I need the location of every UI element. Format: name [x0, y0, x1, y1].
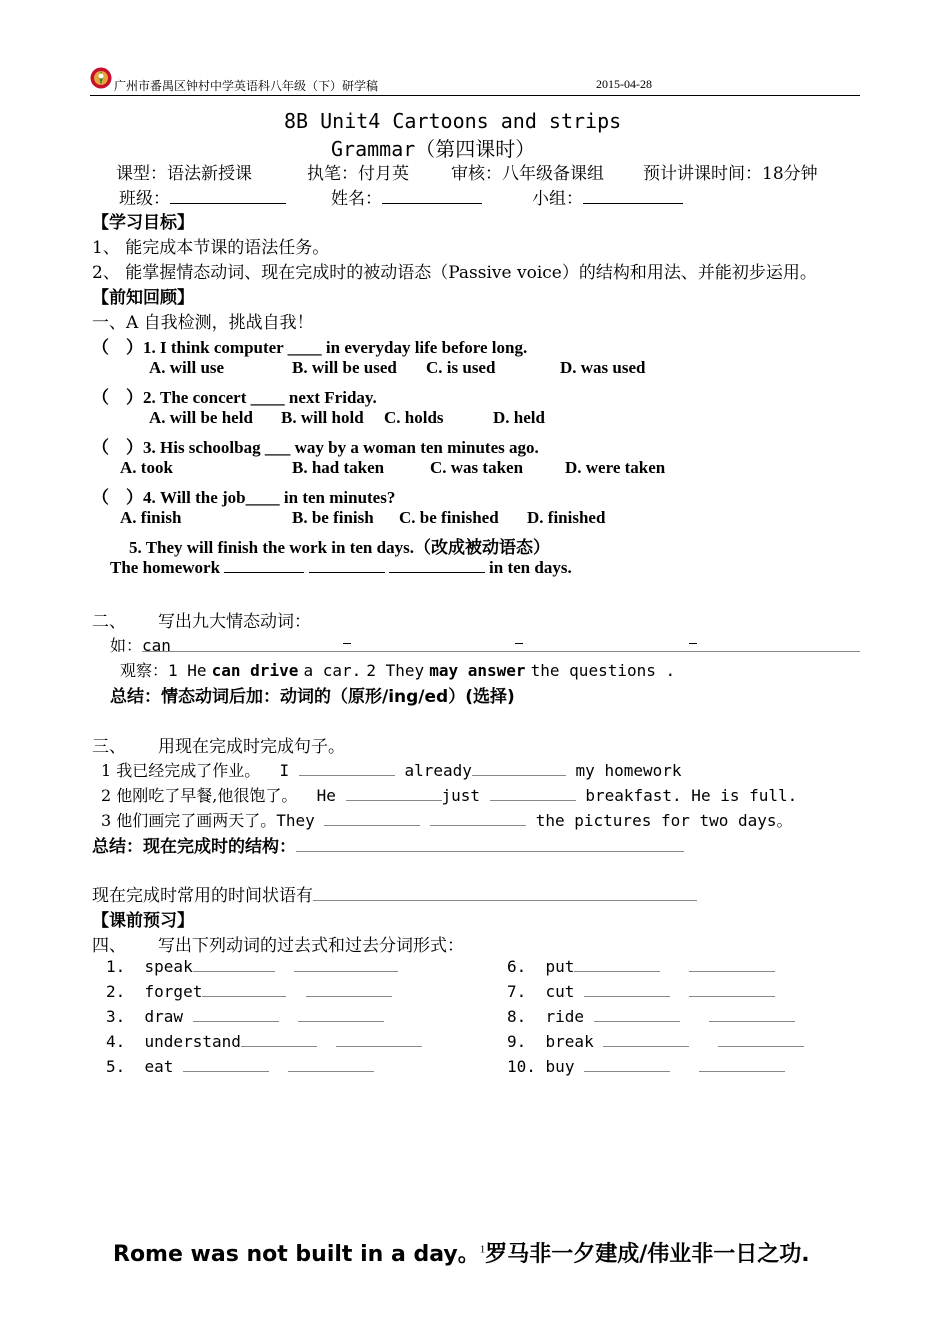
part2-title: 写出九大情态动词：	[158, 612, 311, 632]
question-5-stem: 5. They will finish the work in ten days.（改成被动语态）	[129, 538, 550, 557]
part2-number: 二、	[92, 612, 126, 632]
q5-answer-start: The homework	[110, 558, 221, 577]
q3-option-b: B. had taken	[292, 458, 385, 477]
observe-label: 观察：	[120, 661, 169, 680]
verb-row	[106, 1032, 422, 1051]
verb-row	[106, 1057, 374, 1076]
s2-end: breakfast. He is full.	[585, 786, 798, 805]
part4-title: 写出下列动词的过去式和过去分词形式：	[158, 936, 464, 956]
verb-word: eat	[144, 1057, 174, 1076]
participle-blank[interactable]	[699, 1057, 785, 1072]
modal-observe	[120, 658, 675, 681]
past-blank[interactable]	[603, 1032, 689, 1047]
modal-example	[110, 633, 171, 656]
participle-blank[interactable]	[689, 957, 775, 972]
page-title: 8B Unit4 Cartoons and strips	[284, 109, 622, 133]
course-type: 课型：语法新授课	[116, 164, 252, 184]
modal-summary: 总结：情态动词后加：动词的（原形/ing/ed）(选择)	[110, 687, 515, 707]
past-blank[interactable]	[584, 982, 670, 997]
q5-blank-1[interactable]	[224, 558, 304, 573]
verb-num: 10.	[507, 1057, 536, 1076]
question-1-stem: （ ）1. I think computer ____ in everyday life before long.	[92, 338, 528, 357]
q3-option-c: C. was taken	[430, 458, 524, 477]
q2-option-b: B. will hold	[281, 408, 364, 427]
verb-word: put	[545, 957, 575, 976]
past-blank[interactable]	[193, 1007, 279, 1022]
group-field[interactable]	[532, 184, 683, 209]
verb-row	[106, 1007, 384, 1026]
q4-option-b: B. be finish	[292, 508, 374, 527]
preview-heading: 【课前预习】	[92, 911, 194, 931]
sentence-1	[101, 758, 682, 781]
q5-blank-2[interactable]	[309, 558, 385, 573]
participle-blank[interactable]	[306, 982, 392, 997]
participle-blank[interactable]	[298, 1007, 384, 1022]
group-label: 小组：	[532, 189, 583, 209]
sentence-3	[101, 808, 793, 831]
structure-blank[interactable]	[296, 837, 684, 852]
q1-option-b: B. will be used	[292, 358, 397, 377]
sentence-3-cn: 3 他们画完了画两天了。	[101, 811, 277, 830]
s3-subject: They	[276, 811, 315, 830]
reviewer: 审核：八年级备课组	[451, 164, 604, 184]
verb-word: draw	[144, 1007, 184, 1026]
modal-answer-line[interactable]	[142, 651, 860, 652]
blank-tick	[515, 643, 523, 644]
q2-option-c: C. holds	[384, 408, 444, 427]
header-date: 2015-04-28	[596, 77, 652, 91]
observe-1-end: a car.	[303, 661, 362, 680]
part1-title: 一、A 自我检测，挑战自我！	[92, 313, 314, 333]
part4-number: 四、	[92, 936, 126, 956]
s1-subject: I	[279, 761, 290, 780]
verb-word: buy	[545, 1057, 575, 1076]
example-label: 如：	[110, 636, 143, 655]
past-blank[interactable]	[202, 982, 286, 997]
s2-blank-1[interactable]	[346, 786, 442, 801]
group-blank[interactable]	[583, 189, 683, 204]
verb-num: 9.	[507, 1032, 527, 1051]
past-blank[interactable]	[241, 1032, 317, 1047]
past-blank[interactable]	[594, 1007, 680, 1022]
sentence-2	[101, 783, 797, 806]
verb-num: 8.	[507, 1007, 527, 1026]
page-number: 1	[479, 1243, 486, 1256]
participle-blank[interactable]	[336, 1032, 422, 1047]
header-rule	[90, 95, 860, 96]
q4-option-a: A. finish	[120, 508, 182, 527]
q2-option-a: A. will be held	[149, 408, 253, 427]
example-word: can	[142, 636, 171, 655]
sentence-2-cn: 2 他刚吃了早餐,他很饱了。	[101, 786, 298, 805]
verb-row	[507, 1057, 785, 1076]
q1-option-a: A. will use	[149, 358, 225, 377]
observe-1-start: 1 He	[168, 661, 207, 680]
review-heading: 【前知回顾】	[92, 288, 194, 308]
s2-just: just	[441, 786, 481, 805]
verb-num: 6.	[507, 957, 527, 976]
perfect-summary	[92, 832, 684, 857]
motto-english: Rome was not built in a day。	[113, 1242, 480, 1267]
time-adverbs-label: 现在完成时常用的时间状语有	[92, 886, 313, 906]
s1-end: my homework	[575, 761, 682, 780]
verb-num: 3.	[106, 1007, 126, 1026]
name-field[interactable]	[331, 184, 482, 209]
blank-tick	[343, 643, 351, 644]
verb-num: 5.	[106, 1057, 126, 1076]
participle-blank[interactable]	[689, 982, 775, 997]
verb-word: speak	[144, 957, 193, 976]
verb-row	[106, 982, 392, 1001]
class-label: 班级：	[119, 189, 170, 209]
observe-2-verb: may answer	[429, 661, 526, 680]
s3-blank-1[interactable]	[324, 811, 420, 826]
q3-option-d: D. were taken	[565, 458, 666, 477]
question-2-stem: （ ）2. The concert ____ next Friday.	[92, 388, 377, 407]
header-school: 广州市番禺区钟村中学英语科八年级（下）研学稿	[114, 79, 379, 93]
observe-1-verb: can drive	[211, 661, 299, 680]
past-blank[interactable]	[574, 957, 660, 972]
observe-2-start: 2 They	[366, 661, 425, 680]
q1-option-c: C. is used	[426, 358, 496, 377]
past-blank[interactable]	[193, 957, 275, 972]
footer-motto	[113, 1237, 810, 1268]
blank-tick	[689, 643, 697, 644]
class-field[interactable]	[119, 184, 286, 209]
s1-blank-2[interactable]	[472, 761, 566, 776]
verb-num: 7.	[507, 982, 527, 1001]
q4-option-d: D. finished	[527, 508, 606, 527]
author: 执笔：付月英	[307, 164, 409, 184]
time-adverbs	[92, 881, 697, 906]
past-blank[interactable]	[183, 1057, 269, 1072]
q1-option-d: D. was used	[560, 358, 646, 377]
class-blank[interactable]	[170, 189, 286, 204]
q3-option-a: A. took	[120, 458, 173, 477]
q2-option-d: D. held	[493, 408, 545, 427]
part3-number: 三、	[92, 737, 126, 757]
participle-blank[interactable]	[288, 1057, 374, 1072]
s3-blank-2[interactable]	[430, 811, 526, 826]
motto-chinese: 罗马非一夕建成/伟业非一日之功.	[485, 1242, 810, 1267]
name-label: 姓名：	[331, 189, 382, 209]
lesson-time: 预计讲课时间：18分钟	[643, 164, 818, 184]
sentence-1-cn: 1 我已经完成了作业。	[101, 761, 261, 780]
perfect-summary-label: 总结：现在完成时的结构：	[92, 837, 296, 857]
verb-num: 4.	[106, 1032, 126, 1051]
time-adverbs-blank[interactable]	[313, 886, 697, 901]
question-5-answer	[110, 558, 572, 578]
verb-row	[507, 1007, 795, 1026]
s3-end: the pictures for two days。	[535, 811, 793, 830]
goal-item: 1、 能完成本节课的语法任务。	[92, 238, 330, 258]
verb-row	[507, 957, 775, 976]
verb-word: forget	[144, 982, 203, 1001]
verb-word: break	[545, 1032, 594, 1051]
past-blank[interactable]	[584, 1057, 670, 1072]
verb-num: 1.	[106, 957, 126, 976]
s2-blank-2[interactable]	[490, 786, 576, 801]
observe-2-end: the questions .	[530, 661, 676, 680]
verb-row	[507, 982, 775, 1001]
verb-word: understand	[144, 1032, 241, 1051]
participle-blank[interactable]	[709, 1007, 795, 1022]
question-3-stem: （ ）3. His schoolbag ___ way by a woman ten minutes ago.	[92, 438, 539, 457]
participle-blank[interactable]	[294, 957, 398, 972]
verb-row	[507, 1032, 804, 1051]
participle-blank[interactable]	[718, 1032, 804, 1047]
question-4-stem: （ ）4. Will the job____ in ten minutes?	[92, 488, 396, 507]
goals-heading: 【学习目标】	[92, 213, 194, 233]
s1-blank-1[interactable]	[299, 761, 395, 776]
verb-row	[106, 957, 398, 976]
school-logo	[90, 67, 112, 89]
q4-option-c: C. be finished	[399, 508, 499, 527]
verb-word: ride	[545, 1007, 585, 1026]
q5-answer-end: in ten days.	[489, 558, 572, 577]
verb-word: cut	[545, 982, 575, 1001]
verb-num: 2.	[106, 982, 126, 1001]
s1-already: already	[404, 761, 472, 780]
goal-item: 2、 能掌握情态动词、现在完成时的被动语态（Passive voice）的结构和用法、并能初步运用。	[92, 263, 817, 283]
name-blank[interactable]	[382, 189, 482, 204]
q5-blank-3[interactable]	[389, 558, 485, 573]
page-subtitle: Grammar（第四课时）	[331, 137, 536, 161]
s2-subject: He	[316, 786, 336, 805]
part3-title: 用现在完成时完成句子。	[158, 737, 345, 757]
